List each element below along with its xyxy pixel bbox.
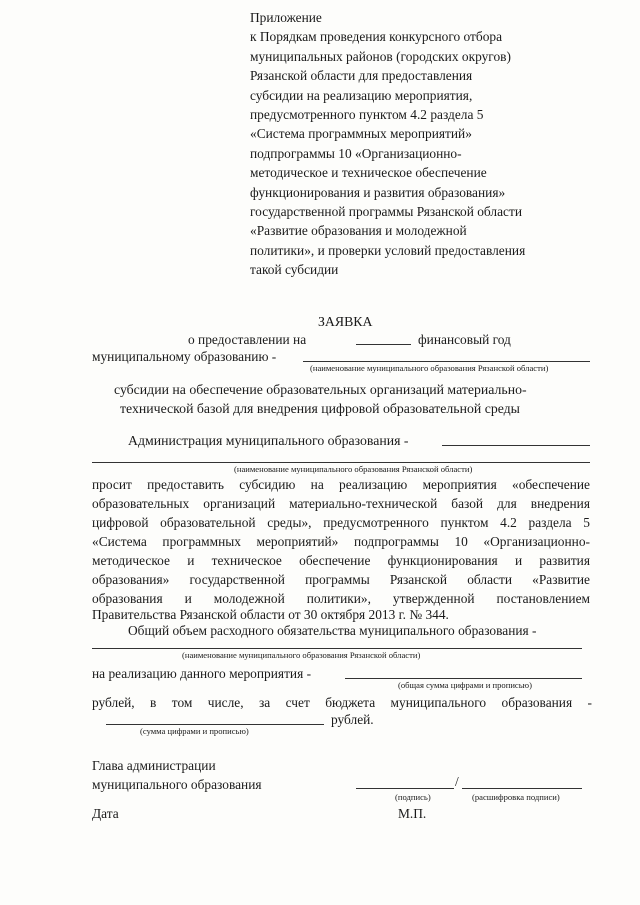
signature-decoding-field[interactable] [462,788,582,789]
appendix-line: функционирования и развития образования» [250,184,506,200]
appendix-line: подпрограммы 10 «Организационно- [250,145,462,161]
appendix-line: Приложение [250,10,322,25]
request-line: «Система программных мероприятий» подпрограммы 10 «Организационно- [92,534,590,549]
form-title: ЗАЯВКА [318,314,373,329]
implementation-prefix: на реализацию данного мероприятия - [92,666,312,681]
appendix-line: к Порядкам проведения конкурсного отбора [250,29,503,45]
sum-caption: (сумма цифрами и прописью) [140,726,249,736]
total-caption: (общая сумма цифрами и прописью) [398,680,532,690]
appendix-line: муниципальных районов (городских округов) [250,48,511,64]
appendix-block [250,8,525,280]
municipality-prefix: муниципальному образованию - [92,349,277,364]
rubles-suffix: рублей. [331,712,374,727]
request-line: образовательных организаций материально-технической базой для внедрения [92,496,590,511]
municipality-caption: (наименование муниципального образования Рязанской области) [310,363,549,373]
request-line: просит предоставить субсидию на реализацию мероприятия «обеспечение [92,477,590,492]
appendix-line: «Система программных мероприятий» [250,126,472,142]
request-line: образования» государственной программы Рязанской области «Развитие [92,572,590,587]
request-line: цифровой образовательной среды», предусмотренного пунктом 4.2 раздела 5 [92,515,590,530]
request-line: образования и молодежной политики», утвержденной постановлением [92,591,590,606]
appendix-line: политики», и проверки условий предоставления [250,242,526,258]
head-title: Глава администрации [92,758,216,773]
appendix-line: Рязанской области для предоставления [250,68,473,84]
grant-year-prefix: о предоставлении на [188,332,307,347]
appendix-line: методическое и техническое обеспечение [250,165,487,181]
budget-amount-field[interactable] [106,724,324,725]
admin-field[interactable] [442,445,590,446]
request-line-last: Правительства Рязанской области от 30 октября 2013 г. № 344. [92,607,449,622]
admin-caption: (наименование муниципального образования Рязанской области) [234,464,473,474]
admin-field-continued[interactable] [92,462,590,463]
municipality-field[interactable] [303,361,590,362]
subject-line: технической базой для внедрения цифровой образовательной среды [120,401,520,416]
volume-caption: (наименование муниципального образования Рязанской области) [182,650,421,660]
head-title-continued: муниципального образования [92,777,262,792]
appendix-line: государственной программы Рязанской области [250,204,522,220]
signature-field[interactable] [356,788,454,789]
volume-municipality-field[interactable] [92,648,582,649]
signature-caption: (подпись) [395,792,431,802]
appendix-line: такой субсидии [250,262,339,278]
total-amount-field[interactable] [345,678,582,679]
volume-line: Общий объем расходного обязательства муниципального образования - [128,623,537,638]
stamp-label: М.П. [398,806,427,821]
year-field[interactable] [356,344,411,345]
request-line: методическое и техническое обеспечение функционирования и развития [92,553,590,568]
subject-line: субсидии на обеспечение образовательных организаций материально- [114,382,527,397]
date-label: Дата [92,806,119,821]
appendix-line: субсидии на реализацию мероприятия, [250,87,473,103]
grant-year-suffix: финансовый год [418,332,511,347]
decoding-caption: (расшифровка подписи) [472,792,560,802]
signature-slash: / [455,774,459,789]
appendix-line: предусмотренного пунктом 4.2 раздела 5 [250,107,484,123]
admin-prefix: Администрация муниципального образования - [128,433,409,448]
rubles-line: рублей, в том числе, за счет бюджета муниципального образования - [92,695,592,710]
appendix-line: «Развитие образования и молодежной [250,223,467,239]
